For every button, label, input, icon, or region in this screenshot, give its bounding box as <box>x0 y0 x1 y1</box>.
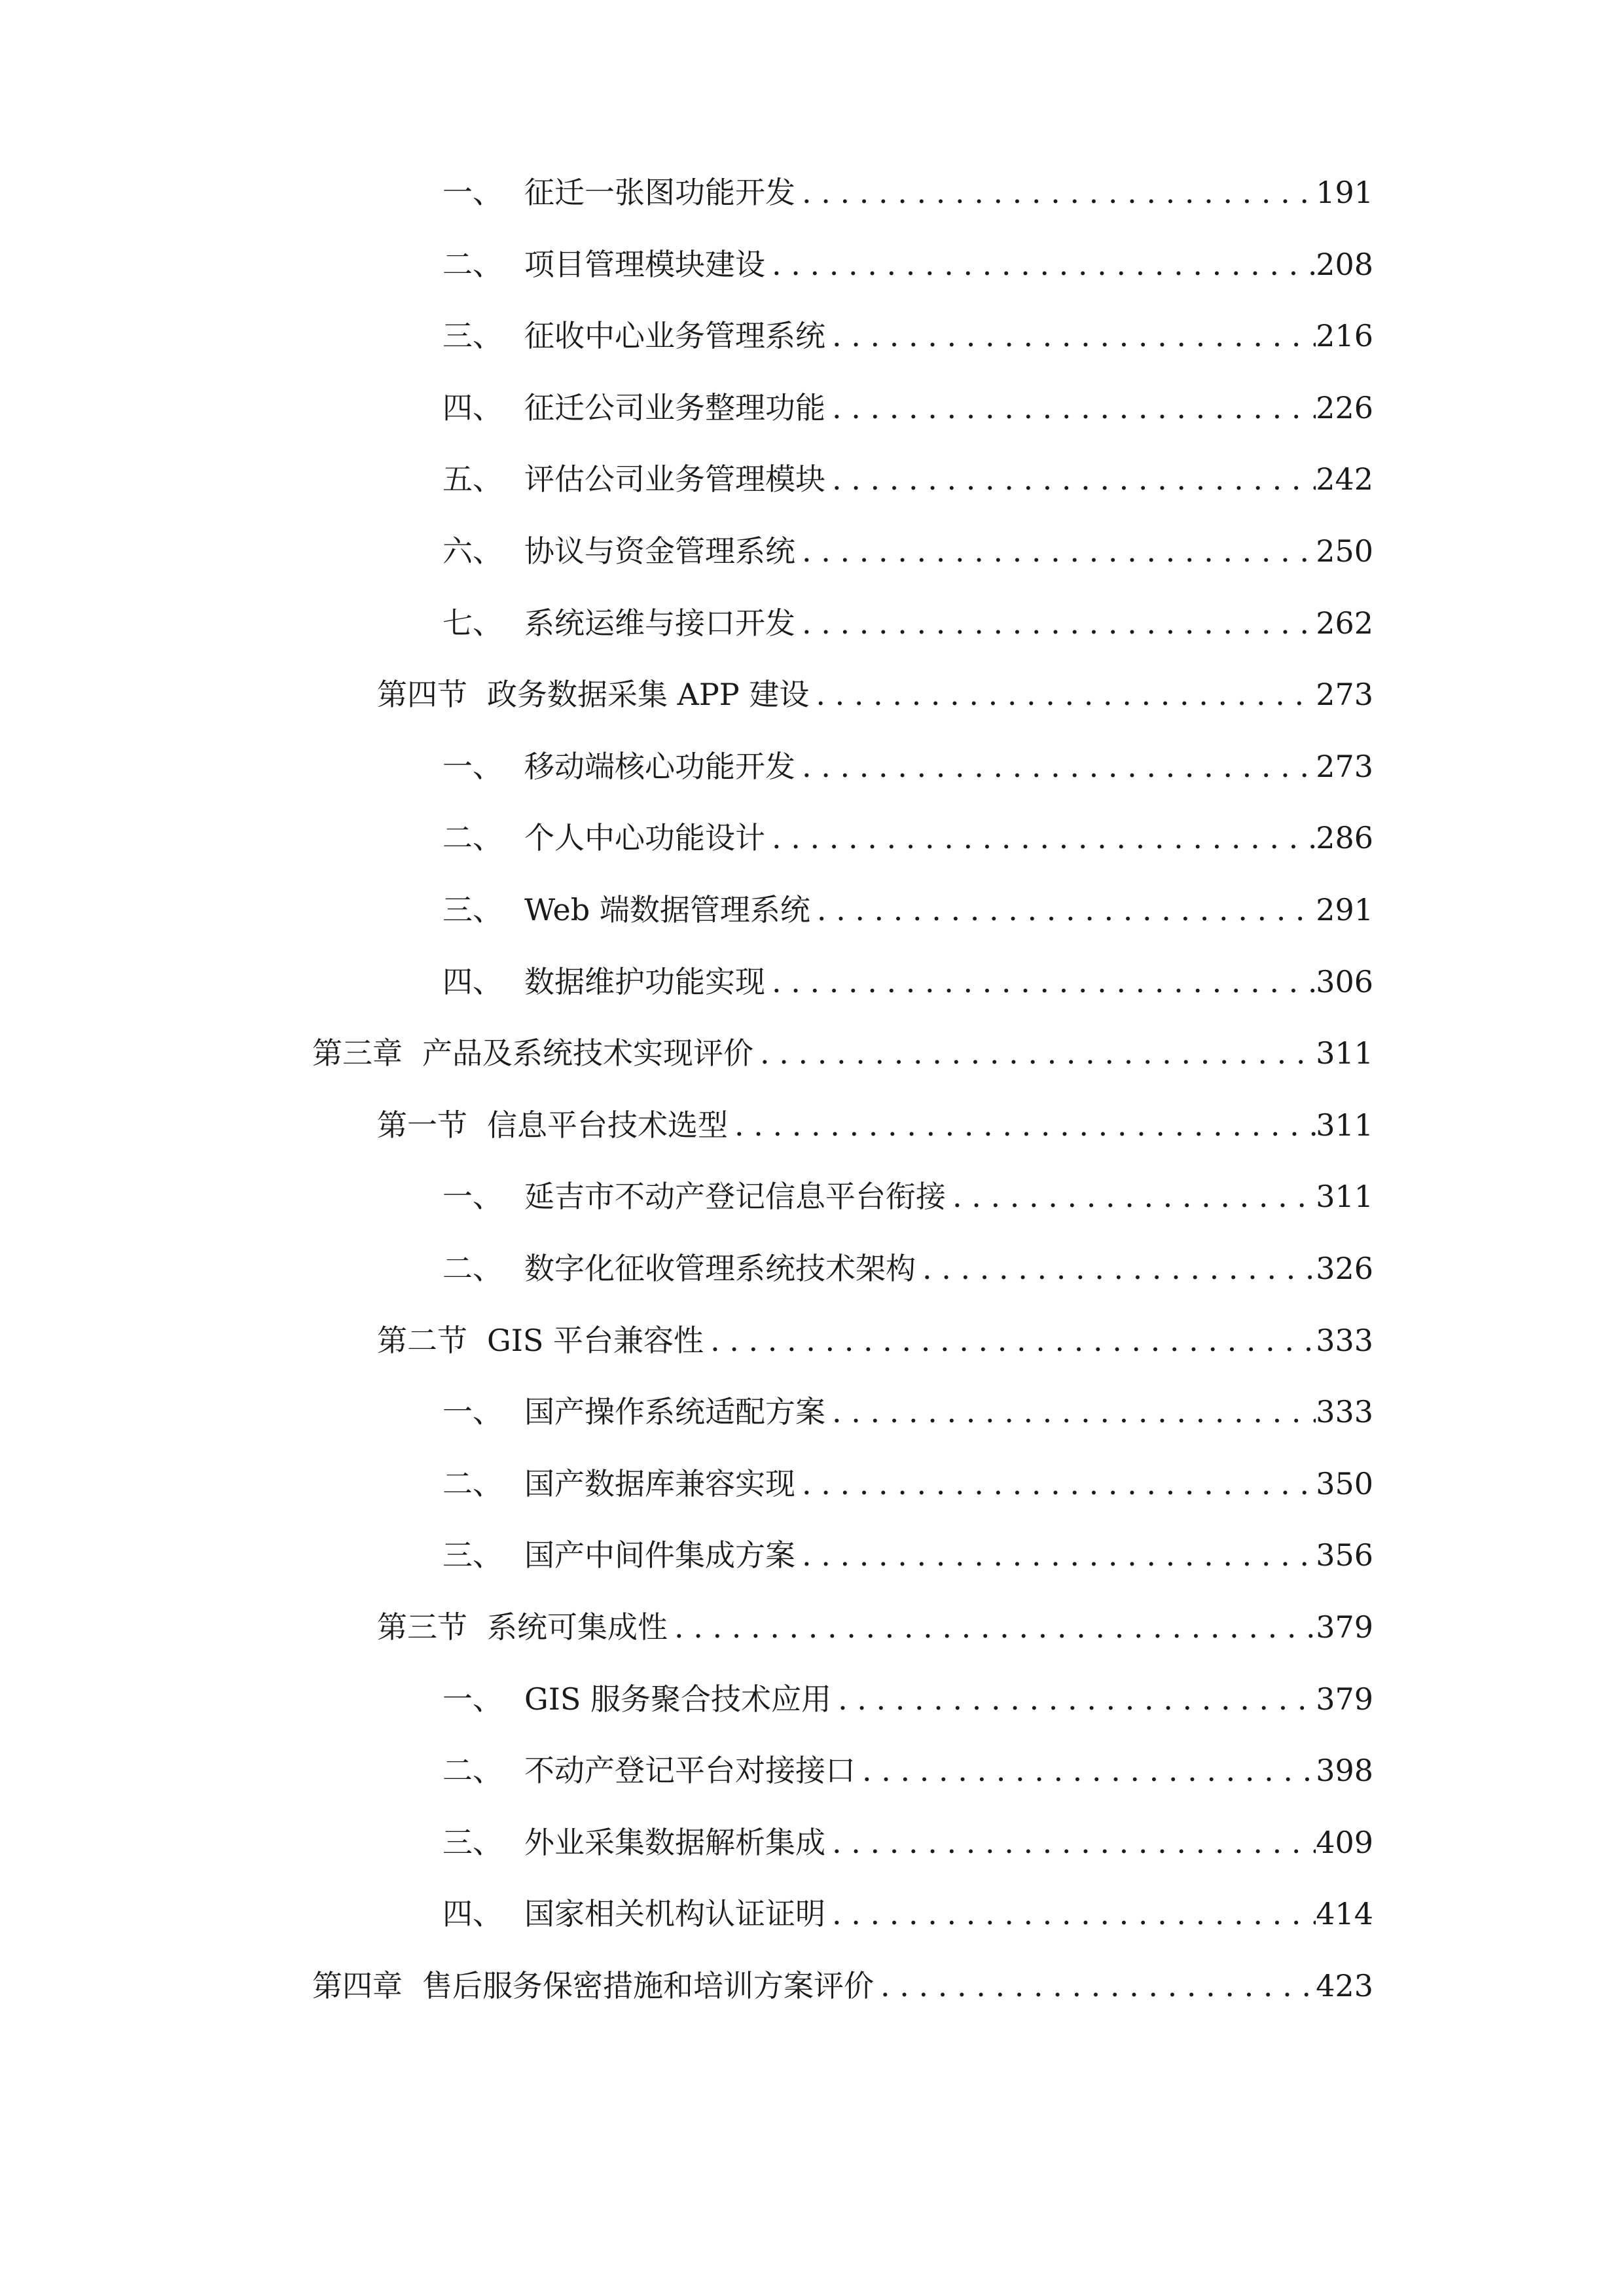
toc-entry[interactable] <box>442 1386 1373 1438</box>
toc-entry-page-number: 379 <box>1316 1681 1373 1717</box>
toc-entry-page-number: 226 <box>1316 389 1373 425</box>
toc-entry[interactable] <box>312 1027 1373 1079</box>
toc-entry-title: 国家相关机构认证证明 <box>524 1896 825 1932</box>
toc-entry-title: 数据维护功能实现 <box>524 963 765 999</box>
toc-entry[interactable] <box>442 812 1373 864</box>
dot-leader <box>825 382 1316 434</box>
dot-leader <box>728 1099 1316 1151</box>
toc-entry-number: 第二节 <box>377 1322 467 1358</box>
toc-entry-title: 外业采集数据解析集成 <box>524 1824 825 1860</box>
toc-entry-number: 二、 <box>442 1251 503 1286</box>
toc-entry-title: 移动端核心功能开发 <box>524 748 795 784</box>
toc-entry-page-number: 356 <box>1316 1537 1373 1573</box>
toc-entry-number: 第三节 <box>377 1609 467 1645</box>
toc-entry[interactable] <box>442 1888 1373 1940</box>
toc-entry[interactable] <box>442 1170 1373 1223</box>
toc-entry-page-number: 306 <box>1316 963 1373 999</box>
toc-entry[interactable] <box>442 956 1373 1008</box>
toc-entry-title: 产品及系统技术实现评价 <box>422 1035 753 1071</box>
toc-entry-page-number: 311 <box>1316 1107 1373 1143</box>
toc-entry-number: 二、 <box>442 820 503 856</box>
toc-entry-title: 售后服务保密措施和培训方案评价 <box>422 1968 874 2003</box>
toc-entry-title: 系统可集成性 <box>487 1609 668 1645</box>
toc-entry[interactable] <box>442 1242 1373 1295</box>
toc-entry-title: 不动产登记平台对接接口 <box>524 1753 856 1789</box>
toc-entry[interactable] <box>442 1458 1373 1510</box>
toc-entry-number: 四、 <box>442 389 503 425</box>
toc-entry[interactable] <box>312 1960 1373 2012</box>
toc-entry-number: 三、 <box>442 1824 503 1860</box>
dot-leader <box>916 1242 1316 1295</box>
toc-entry-page-number: 191 <box>1316 175 1373 210</box>
toc-entry-title: Web 端数据管理系统 <box>524 892 810 927</box>
toc-entry[interactable] <box>442 525 1373 577</box>
toc-entry[interactable] <box>442 1529 1373 1581</box>
toc-entry-title: 个人中心功能设计 <box>524 820 765 856</box>
dot-leader <box>946 1170 1316 1223</box>
dot-leader <box>765 238 1316 291</box>
toc-entry[interactable] <box>442 166 1373 219</box>
dot-leader <box>795 525 1316 577</box>
dot-leader <box>825 310 1316 362</box>
toc-entry-page-number: 250 <box>1316 533 1373 569</box>
toc-entry[interactable] <box>377 1601 1373 1653</box>
toc-entry-page-number: 414 <box>1316 1896 1373 1932</box>
toc-entry[interactable] <box>377 1314 1373 1367</box>
toc-entry-page-number: 333 <box>1316 1394 1373 1430</box>
toc-entry-page-number: 311 <box>1316 1035 1373 1071</box>
toc-entry[interactable] <box>377 668 1373 721</box>
toc-entry-page-number: 286 <box>1316 820 1373 856</box>
toc-entry-number: 三、 <box>442 1537 503 1573</box>
toc-entry-number: 一、 <box>442 748 503 784</box>
toc-entry-page-number: 216 <box>1316 318 1373 354</box>
toc-entry-number: 四、 <box>442 1896 503 1932</box>
toc-entry-title: GIS 服务聚合技术应用 <box>524 1681 832 1717</box>
toc-entry-number: 三、 <box>442 318 503 354</box>
toc-entry-number: 六、 <box>442 533 503 569</box>
dot-leader <box>795 1458 1316 1510</box>
dot-leader <box>809 668 1316 721</box>
toc-entry-title: 征迁公司业务整理功能 <box>524 389 825 425</box>
dot-leader <box>825 453 1316 505</box>
toc-entry-page-number: 291 <box>1316 892 1373 927</box>
toc-entry-page-number: 262 <box>1316 605 1373 641</box>
dot-leader <box>825 1816 1316 1869</box>
dot-leader <box>825 1888 1316 1940</box>
dot-leader <box>795 166 1316 219</box>
dot-leader <box>825 1386 1316 1438</box>
toc-entry[interactable] <box>442 740 1373 793</box>
toc-entry-page-number: 242 <box>1316 461 1373 497</box>
toc-entry-page-number: 311 <box>1316 1179 1373 1215</box>
toc-entry-number: 第四章 <box>312 1968 403 2003</box>
toc-entry-title: 评估公司业务管理模块 <box>524 461 825 497</box>
toc-entry-number: 四、 <box>442 963 503 999</box>
toc-entry-title: 信息平台技术选型 <box>487 1107 728 1143</box>
toc-entry-page-number: 379 <box>1316 1609 1373 1645</box>
toc-entry-title: 协议与资金管理系统 <box>524 533 795 569</box>
toc-entry-page-number: 423 <box>1316 1968 1373 2003</box>
toc-entry-title: 延吉市不动产登记信息平台衔接 <box>524 1179 946 1215</box>
toc-entry-page-number: 398 <box>1316 1753 1373 1789</box>
toc-entry-title: 征收中心业务管理系统 <box>524 318 825 354</box>
toc-entry-number: 第三章 <box>312 1035 403 1071</box>
toc-entry-page-number: 350 <box>1316 1465 1373 1501</box>
toc-entry-title: GIS 平台兼容性 <box>487 1322 704 1358</box>
dot-leader <box>795 740 1316 793</box>
toc-entry-title: 项目管理模块建设 <box>524 246 765 282</box>
dot-leader <box>874 1960 1316 2012</box>
toc-entry-number: 第四节 <box>377 677 467 713</box>
toc-entry[interactable] <box>442 1673 1373 1725</box>
toc-entry-number: 二、 <box>442 1753 503 1789</box>
toc-entry[interactable] <box>442 310 1373 362</box>
toc-entry[interactable] <box>442 382 1373 434</box>
toc-entry[interactable] <box>442 1816 1373 1869</box>
dot-leader <box>668 1601 1316 1653</box>
toc-entry-number: 一、 <box>442 1681 503 1717</box>
toc-entry-title: 数字化征收管理系统技术架构 <box>524 1251 916 1286</box>
toc-entry-number: 二、 <box>442 1465 503 1501</box>
toc-entry-title: 国产数据库兼容实现 <box>524 1465 795 1501</box>
toc-entry[interactable] <box>377 1099 1373 1151</box>
dot-leader <box>831 1673 1316 1725</box>
toc-entry[interactable] <box>442 453 1373 505</box>
toc-entry-number: 二、 <box>442 246 503 282</box>
toc-entry-title: 国产操作系统适配方案 <box>524 1394 825 1430</box>
toc-entry-page-number: 208 <box>1316 246 1373 282</box>
dot-leader <box>810 884 1316 936</box>
toc-entry-number: 七、 <box>442 605 503 641</box>
toc-entry-title: 征迁一张图功能开发 <box>524 175 795 210</box>
toc-entry-number: 一、 <box>442 1179 503 1215</box>
toc-entry-number: 五、 <box>442 461 503 497</box>
toc-entry-number: 三、 <box>442 892 503 927</box>
toc-entry-title: 政务数据采集 APP 建设 <box>487 677 810 713</box>
toc-entry-number: 一、 <box>442 1394 503 1430</box>
toc-entry-page-number: 333 <box>1316 1322 1373 1358</box>
toc-entry[interactable] <box>442 1744 1373 1797</box>
dot-leader <box>795 597 1316 649</box>
toc-entry-page-number: 273 <box>1316 748 1373 784</box>
toc-entry-title: 系统运维与接口开发 <box>524 605 795 641</box>
dot-leader <box>753 1027 1316 1079</box>
toc-entry-page-number: 409 <box>1316 1824 1373 1860</box>
toc-entry-number: 一、 <box>442 175 503 210</box>
toc-entry[interactable] <box>442 238 1373 291</box>
dot-leader <box>765 956 1316 1008</box>
toc-entry-page-number: 326 <box>1316 1251 1373 1286</box>
toc-entry[interactable] <box>442 597 1373 649</box>
dot-leader <box>704 1314 1316 1367</box>
dot-leader <box>856 1744 1316 1797</box>
toc-entry-page-number: 273 <box>1316 677 1373 713</box>
dot-leader <box>795 1529 1316 1581</box>
toc-entry-number: 第一节 <box>377 1107 467 1143</box>
toc-entry[interactable] <box>442 884 1373 936</box>
dot-leader <box>765 812 1316 864</box>
toc-entry-title: 国产中间件集成方案 <box>524 1537 795 1573</box>
